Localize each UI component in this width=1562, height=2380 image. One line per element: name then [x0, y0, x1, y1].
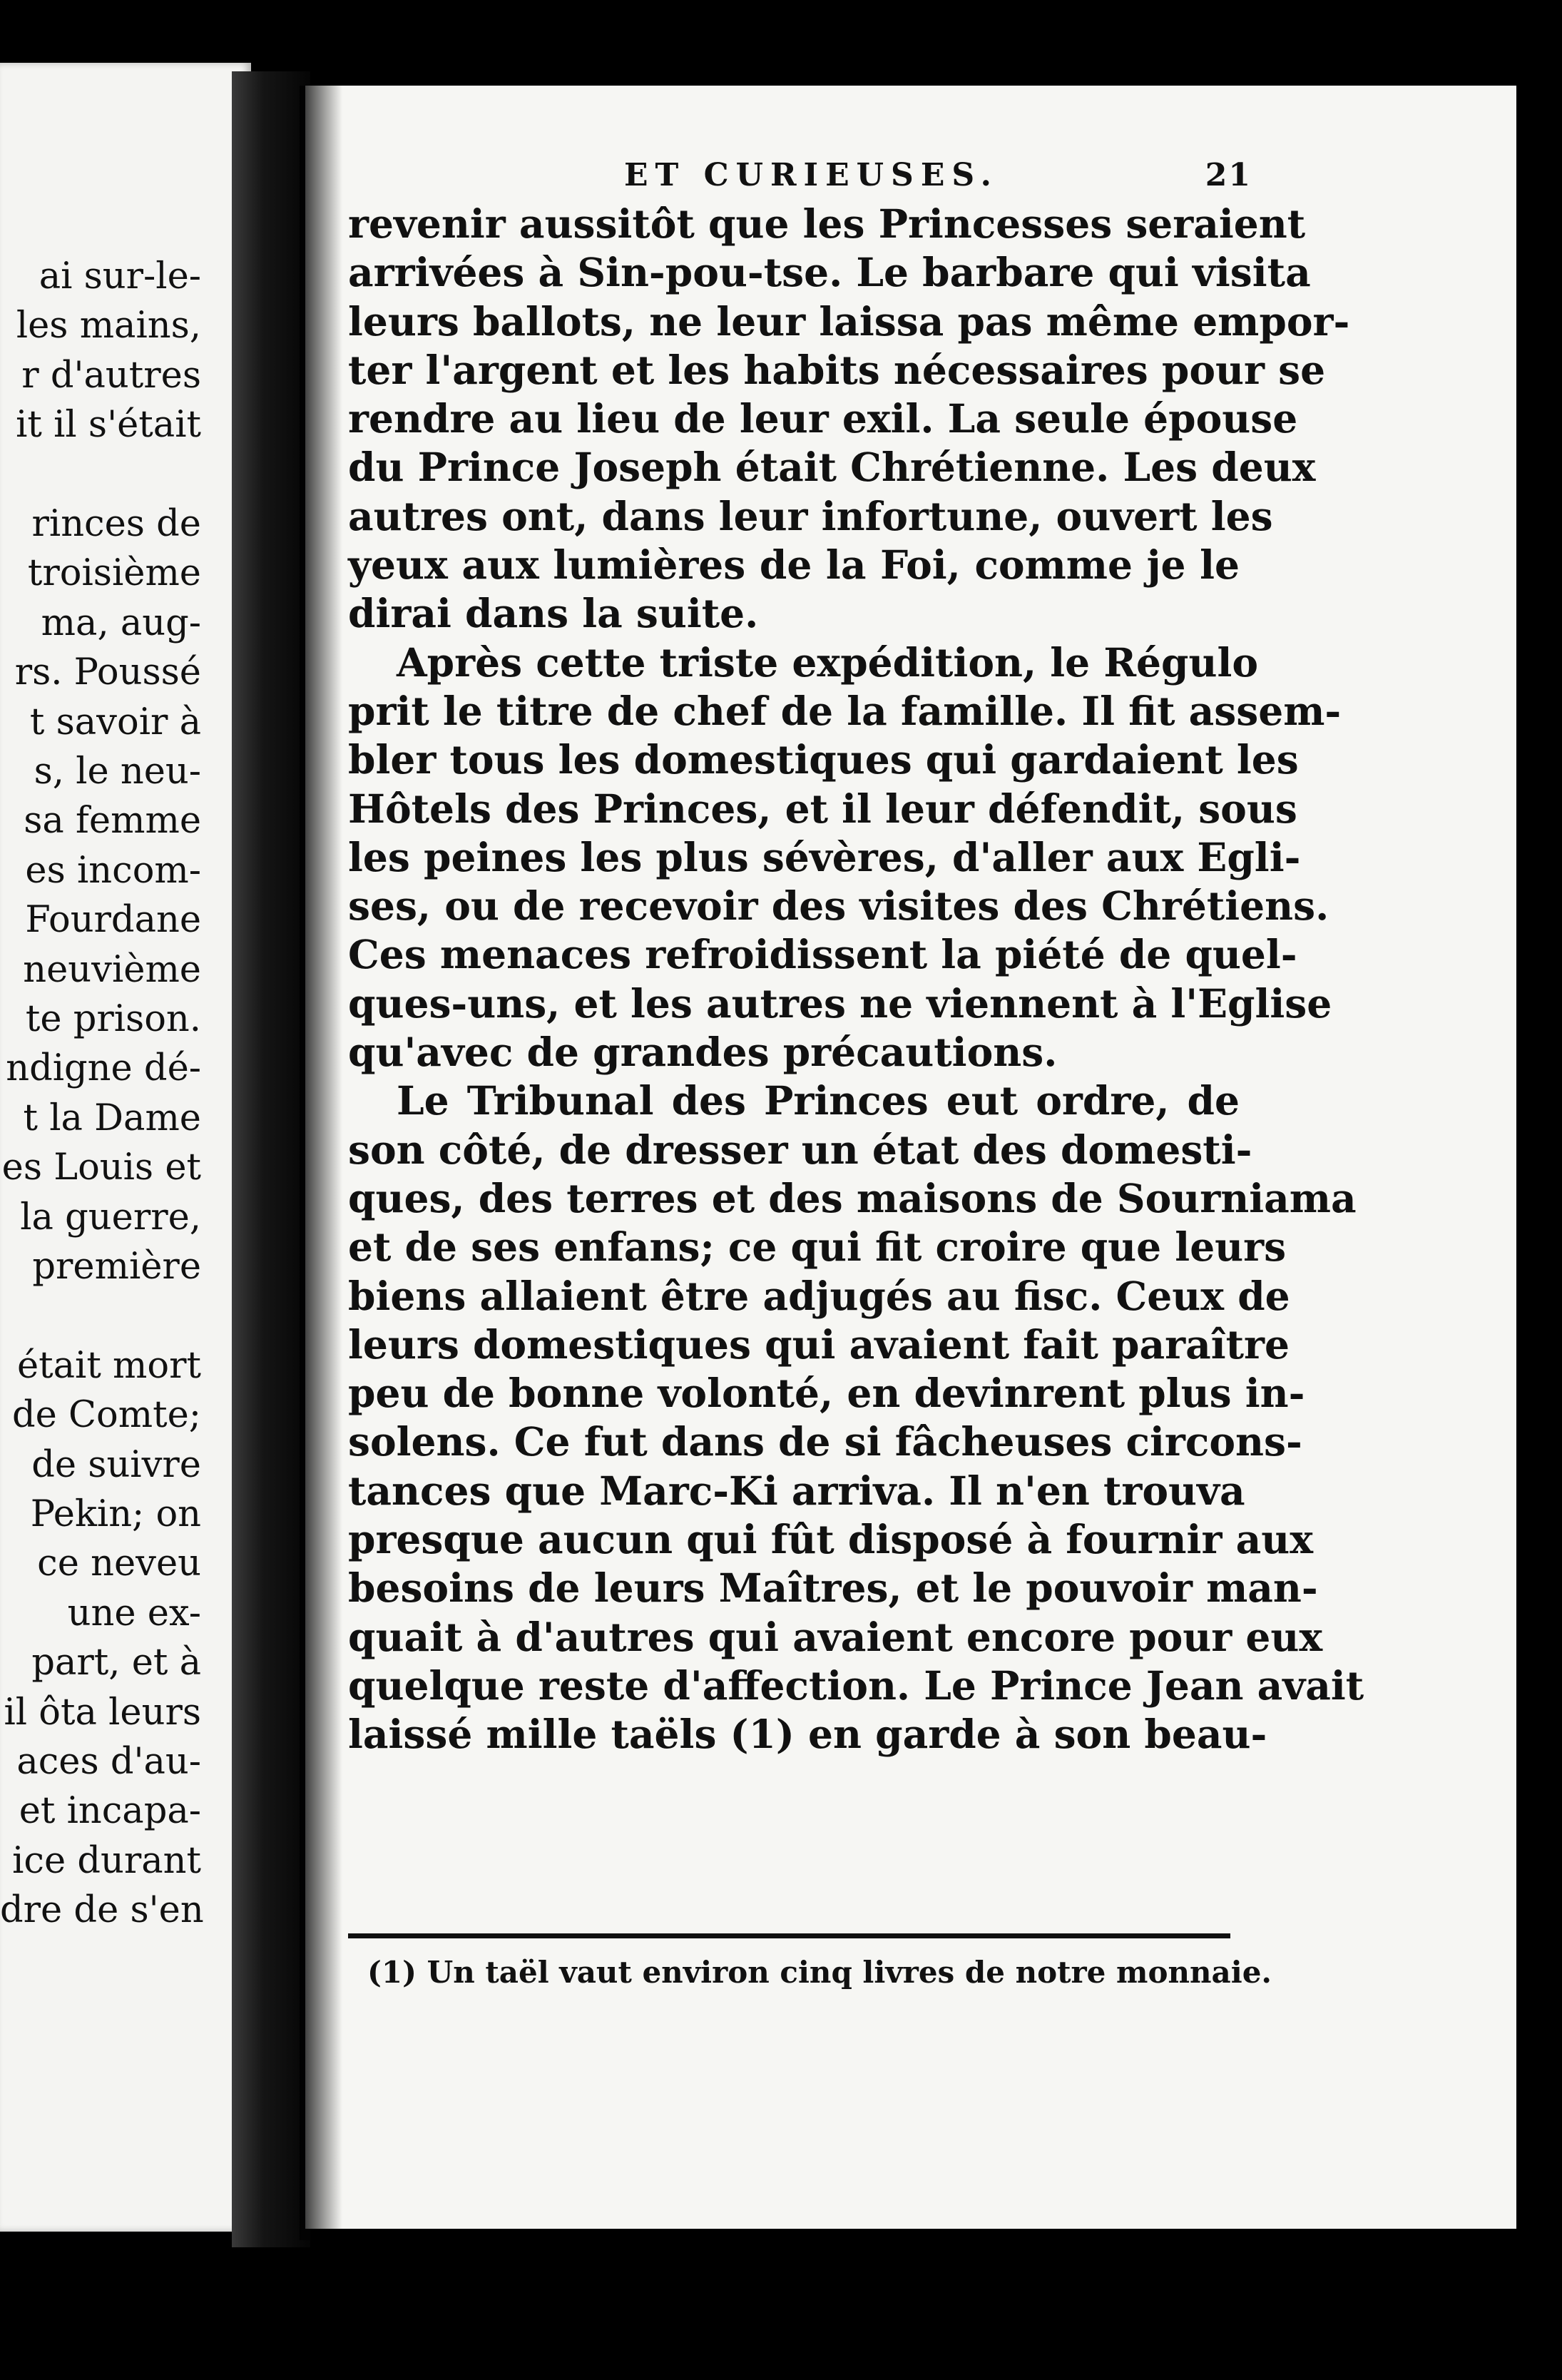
left-page-line: s, le neu-	[34, 751, 201, 793]
body-text	[348, 200, 1364, 1759]
running-title: ET CURIEUSES.	[624, 157, 999, 193]
left-page-line: de Comte;	[12, 1394, 201, 1437]
left-page-line: es incom-	[25, 849, 201, 892]
text-line: laissé mille taëls (1) en garde à son beau-	[348, 1711, 1267, 1758]
left-page-line: Pekin; on	[30, 1493, 201, 1535]
text-line: quait à d'autres qui avaient encore pour eux	[348, 1613, 1323, 1660]
text-line: rendre au lieu de leur exil. La seule épouse	[348, 395, 1298, 442]
page-number: 21	[1205, 157, 1252, 193]
text-line: qu'avec de grandes précautions.	[348, 1029, 1058, 1076]
left-page-line: te prison.	[25, 998, 201, 1040]
text-line: prit le titre de chef de la famille. Il fit assem-	[348, 687, 1342, 734]
left-page-line: ma, aug-	[41, 601, 201, 644]
left-page-line: et incapa-	[19, 1790, 201, 1833]
left-page-line: première	[32, 1246, 201, 1288]
left-page-line: part, et à	[31, 1642, 201, 1684]
text-line: ques, des terres et des maisons de Sourniama	[348, 1174, 1357, 1221]
left-page-line: aces d'au-	[16, 1741, 201, 1783]
text-line: autres ont, dans leur infortune, ouvert les	[348, 492, 1273, 539]
left-page-line: troisième	[27, 552, 201, 595]
left-page-line: ai sur-le-	[39, 255, 201, 298]
left-page-line: it il s'était	[16, 404, 201, 447]
left-page-line: les mains,	[16, 305, 201, 347]
left-page-line: il ôta leurs	[4, 1691, 201, 1734]
text-line: presque aucun qui fût disposé à fournir aux	[348, 1516, 1313, 1563]
text-line: ter l'argent et les habits nécessaires pour se	[348, 346, 1326, 393]
left-page-line: sa femme	[24, 800, 201, 843]
left-page-line: était mort	[16, 1344, 201, 1387]
text-line: Hôtels des Princes, et il leur défendit, sous	[348, 785, 1297, 832]
gutter-shadow	[300, 86, 342, 2240]
text-line: besoins de leurs Maîtres, et le pouvoir man-	[348, 1565, 1318, 1612]
left-page-line: Fourdane	[25, 899, 201, 942]
text-line: Après cette triste expédition, le Régulo	[397, 639, 1259, 686]
left-page-line: r d'autres	[21, 354, 201, 397]
text-line: ses, ou de recevoir des visites des Chrétiens.	[348, 883, 1329, 930]
text-line: dirai dans la suite.	[348, 590, 759, 637]
footnote: (1) Un taël vaut environ cinq livres de notre monnaie.	[367, 1955, 1272, 1990]
text-line: leurs domestiques qui avaient fait paraître	[348, 1321, 1290, 1368]
text-line: quelque reste d'affection. Le Prince Jean avait	[348, 1662, 1364, 1709]
text-line: les peines les plus sévères, d'aller aux Egli-	[348, 833, 1301, 880]
left-page-line: ice durant	[12, 1839, 201, 1882]
text-line: son côté, de dresser un état des domesti-	[348, 1126, 1252, 1173]
text-line: tances que Marc-Ki arriva. Il n'en trouva	[348, 1467, 1245, 1514]
left-page-line: t la Dame	[23, 1097, 201, 1139]
left-page-line: rinces de	[31, 503, 201, 545]
text-line: revenir aussitôt que les Princesses seraient	[348, 200, 1306, 247]
text-line: Le Tribunal des Princes eut ordre, de	[397, 1077, 1240, 1124]
text-line: yeux aux lumières de la Foi, comme je le	[348, 541, 1240, 589]
footnote-rule	[348, 1933, 1230, 1938]
text-line: biens allaient être adjugés au fisc. Ceux de	[348, 1272, 1290, 1319]
left-page-line: dre de s'en	[0, 1889, 204, 1932]
book-gutter	[232, 71, 310, 2247]
text-line: Ces menaces refroidissent la piété de quel-	[348, 931, 1297, 978]
text-line: solens. Ce fut dans de si fâcheuses circons-	[348, 1418, 1302, 1465]
left-page-line: la guerre,	[20, 1196, 201, 1239]
left-page-line: ndigne dé-	[6, 1047, 201, 1090]
left-page-line: neuvième	[23, 948, 201, 991]
left-page-line: t savoir à	[29, 701, 201, 743]
text-line: ques-uns, et les autres ne viennent à l'Eglise	[348, 980, 1332, 1027]
left-page-line: rs. Poussé	[14, 651, 201, 694]
left-page	[0, 63, 251, 2232]
left-page-line: une ex-	[67, 1592, 201, 1634]
text-line: leurs ballots, ne leur laissa pas même empor-	[348, 298, 1350, 345]
text-line: du Prince Joseph était Chrétienne. Les deux	[348, 444, 1316, 491]
left-page-line: ce neveu	[37, 1542, 201, 1585]
text-line: peu de bonne volonté, en devinrent plus in-	[348, 1370, 1305, 1417]
running-header	[325, 157, 1252, 200]
left-page-line: es Louis et	[1, 1146, 201, 1189]
left-page-line: de suivre	[31, 1443, 201, 1486]
text-line: arrivées à Sin-pou-tse. Le barbare qui visita	[348, 249, 1311, 296]
text-line: et de ses enfans; ce qui fit croire que leurs	[348, 1224, 1287, 1271]
text-line: bler tous les domestiques qui gardaient les	[348, 736, 1299, 783]
